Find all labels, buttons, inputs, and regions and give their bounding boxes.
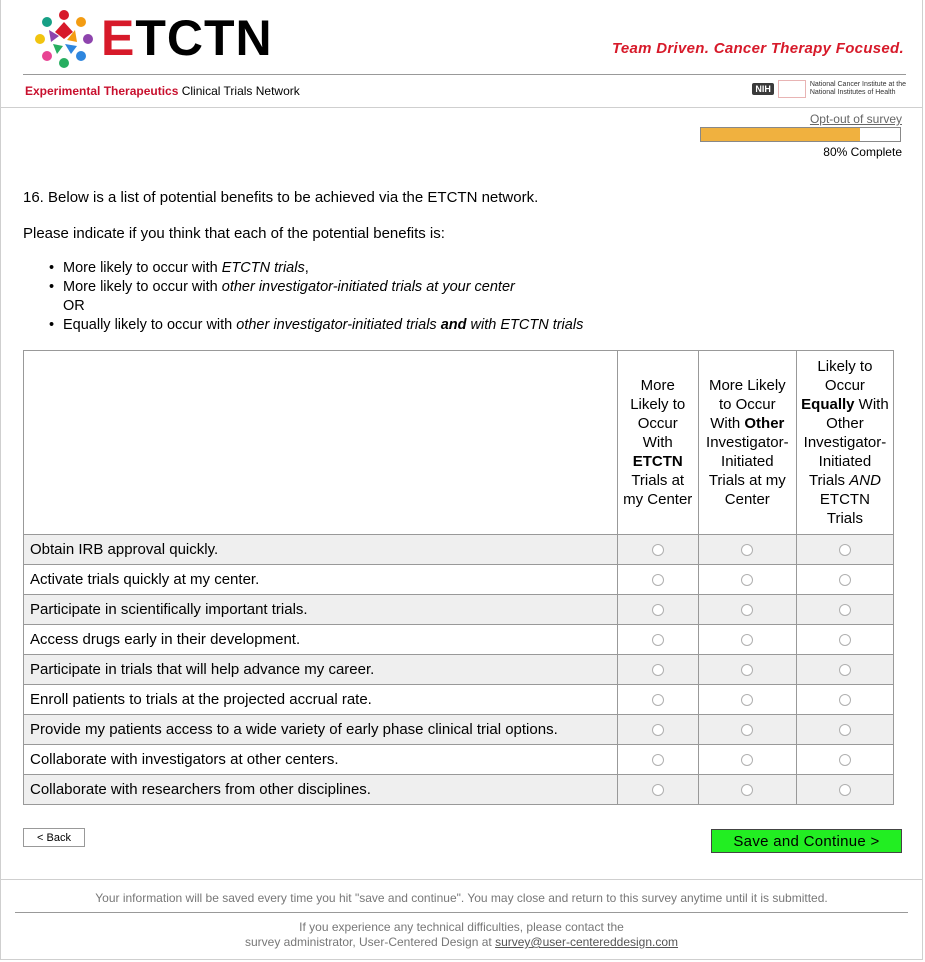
save-and-continue-button[interactable]: Save and Continue > (711, 829, 902, 853)
radio-cell-etctn (617, 655, 698, 685)
radio-other[interactable] (741, 724, 753, 736)
radio-other[interactable] (741, 574, 753, 586)
col3-text-a: Likely to Occur (817, 358, 873, 394)
opt-out-link[interactable]: Opt-out of survey (809, 112, 902, 126)
radio-equally[interactable] (839, 694, 851, 706)
row-label: Provide my patients access to a wide variety of early phase clinical trial options. (24, 715, 618, 745)
support-email-link[interactable]: survey@user-centereddesign.com (495, 935, 679, 949)
brand-tagline: Team Driven. Cancer Therapy Focused. (611, 40, 904, 57)
hhs-seal-icon (778, 80, 806, 98)
subtitle-black-part: Clinical Trials Network (178, 84, 300, 98)
save-notice: Your information will be saved every time you hit "save and continue". You may close and return to this survey anytime until it is submitted. (95, 891, 828, 905)
radio-cell-equally (796, 715, 893, 745)
list-item (47, 278, 583, 297)
radio-etctn[interactable] (652, 634, 664, 646)
col3-text-c: With Other Investigator-Initiated Trials (803, 396, 889, 489)
radio-cell-other (698, 535, 796, 565)
radio-other[interactable] (741, 754, 753, 766)
radio-other[interactable] (741, 544, 753, 556)
radio-cell-equally (796, 565, 893, 595)
logo-letters-rest: TCTN (135, 10, 273, 66)
col2-text-a: More Likely to Occur With (708, 377, 786, 432)
radio-etctn[interactable] (652, 574, 664, 586)
page-header (1, 0, 922, 107)
radio-equally[interactable] (839, 784, 851, 796)
matrix-corner-cell (24, 351, 618, 535)
row-label: Participate in trials that will help advance my career. (24, 655, 618, 685)
table-row (24, 775, 894, 805)
col1-text-bold: ETCTN (632, 453, 683, 470)
row-label: Obtain IRB approval quickly. (24, 535, 618, 565)
question-instruction: Please indicate if you think that each of the potential benefits is: (23, 225, 445, 242)
table-row (24, 715, 894, 745)
contact-line-1: If you experience any technical difficulties, please contact the (299, 920, 624, 934)
radio-cell-other (698, 775, 796, 805)
column-header-other (698, 351, 796, 535)
radio-etctn[interactable] (652, 754, 664, 766)
radio-equally[interactable] (839, 604, 851, 616)
table-row (24, 565, 894, 595)
radio-equally[interactable] (839, 664, 851, 676)
radio-cell-other (698, 655, 796, 685)
nih-branding (752, 80, 906, 98)
benefits-matrix (23, 350, 894, 805)
header-bottom-divider (1, 107, 922, 108)
brand-logo-text (101, 8, 273, 68)
radio-cell-other (698, 715, 796, 745)
nih-line-1: National Cancer Institute at the (809, 81, 906, 88)
radio-cell-equally (796, 535, 893, 565)
support-contact (1, 920, 922, 950)
table-row (24, 595, 894, 625)
column-header-etctn (617, 351, 698, 535)
list-item (47, 316, 583, 335)
progress-bar (700, 127, 901, 142)
radio-cell-etctn (617, 775, 698, 805)
table-row (24, 655, 894, 685)
bullet1-emphasis: ETCTN trials (221, 260, 305, 276)
radio-cell-equally (796, 685, 893, 715)
radio-cell-equally (796, 595, 893, 625)
table-row (24, 745, 894, 775)
radio-other[interactable] (741, 694, 753, 706)
bullet3-strong: and (440, 317, 467, 333)
radio-etctn[interactable] (652, 694, 664, 706)
radio-equally[interactable] (839, 754, 851, 766)
network-subtitle (25, 84, 300, 98)
radio-cell-other (698, 565, 796, 595)
radio-other[interactable] (741, 634, 753, 646)
footer-divider (1, 879, 922, 880)
col1-text-a: More Likely to Occur With (630, 377, 686, 451)
column-header-equally (796, 351, 893, 535)
option-explanation-list (47, 259, 583, 335)
row-label: Collaborate with investigators at other centers. (24, 745, 618, 775)
row-label: Participate in scientifically important trials. (24, 595, 618, 625)
radio-other[interactable] (741, 604, 753, 616)
radio-etctn[interactable] (652, 724, 664, 736)
radio-cell-etctn (617, 535, 698, 565)
radio-etctn[interactable] (652, 664, 664, 676)
logo-letter-e: E (101, 10, 136, 66)
radio-cell-other (698, 685, 796, 715)
row-label: Activate trials quickly at my center. (24, 565, 618, 595)
radio-cell-other (698, 745, 796, 775)
col2-text-c: Investigator-Initiated Trials at my Center (706, 434, 789, 508)
radio-cell-etctn (617, 625, 698, 655)
bullet3-emphasis-2: with ETCTN trials (466, 317, 584, 333)
nih-line-2: National Institutes of Health (809, 89, 896, 96)
radio-etctn[interactable] (652, 784, 664, 796)
table-row (24, 625, 894, 655)
radio-other[interactable] (741, 664, 753, 676)
radio-cell-etctn (617, 565, 698, 595)
radio-cell-equally (796, 775, 893, 805)
subtitle-red-part: Experimental Therapeutics (25, 84, 179, 98)
radio-cell-other (698, 625, 796, 655)
progress-label: 80% Complete (823, 145, 902, 159)
radio-cell-equally (796, 745, 893, 775)
radio-cell-etctn (617, 745, 698, 775)
back-button[interactable]: < Back (23, 828, 85, 847)
col3-text-italic: AND (849, 472, 881, 489)
bullet3-emphasis: other investigator-initiated trials (236, 317, 441, 333)
col2-text-bold: Other (744, 415, 785, 432)
contact-line-2: survey administrator, User-Centered Design at (244, 935, 496, 949)
radio-equally[interactable] (839, 724, 851, 736)
table-row (24, 535, 894, 565)
radio-cell-equally (796, 625, 893, 655)
radio-equally[interactable] (839, 634, 851, 646)
radio-other[interactable] (741, 784, 753, 796)
progress-bar-fill (701, 128, 860, 141)
bullet2-emphasis: other investigator-initiated trials at your center (221, 279, 515, 295)
radio-cell-etctn (617, 685, 698, 715)
bullet1-suffix: , (304, 260, 309, 276)
col3-text-bold: Equally (801, 396, 855, 413)
people-circle-logo-icon (33, 8, 95, 70)
radio-etctn[interactable] (652, 604, 664, 616)
question-title: 16. Below is a list of potential benefits to be achieved via the ETCTN network. (23, 189, 539, 206)
bullet1-text: More likely to occur with (63, 260, 222, 276)
nih-institute-text (810, 81, 906, 97)
radio-equally[interactable] (839, 544, 851, 556)
col1-text-c: Trials at my Center (623, 472, 693, 508)
bullet2-text: More likely to occur with (63, 279, 222, 295)
matrix-header-row (24, 351, 894, 535)
radio-cell-etctn (617, 595, 698, 625)
list-item (47, 259, 583, 278)
bullet3-text: Equally likely to occur with (63, 317, 237, 333)
row-label: Collaborate with researchers from other disciplines. (24, 775, 618, 805)
or-separator: OR (63, 298, 85, 314)
footer-divider-2 (15, 912, 908, 913)
radio-cell-other (698, 595, 796, 625)
row-label: Enroll patients to trials at the projected accrual rate. (24, 685, 618, 715)
col3-text-e: ETCTN Trials (819, 491, 870, 527)
header-divider (23, 74, 906, 75)
radio-cell-etctn (617, 715, 698, 745)
nih-badge: NIH (752, 83, 774, 95)
row-label: Access drugs early in their development. (24, 625, 618, 655)
radio-cell-equally (796, 655, 893, 685)
radio-equally[interactable] (839, 574, 851, 586)
radio-etctn[interactable] (652, 544, 664, 556)
table-row (24, 685, 894, 715)
